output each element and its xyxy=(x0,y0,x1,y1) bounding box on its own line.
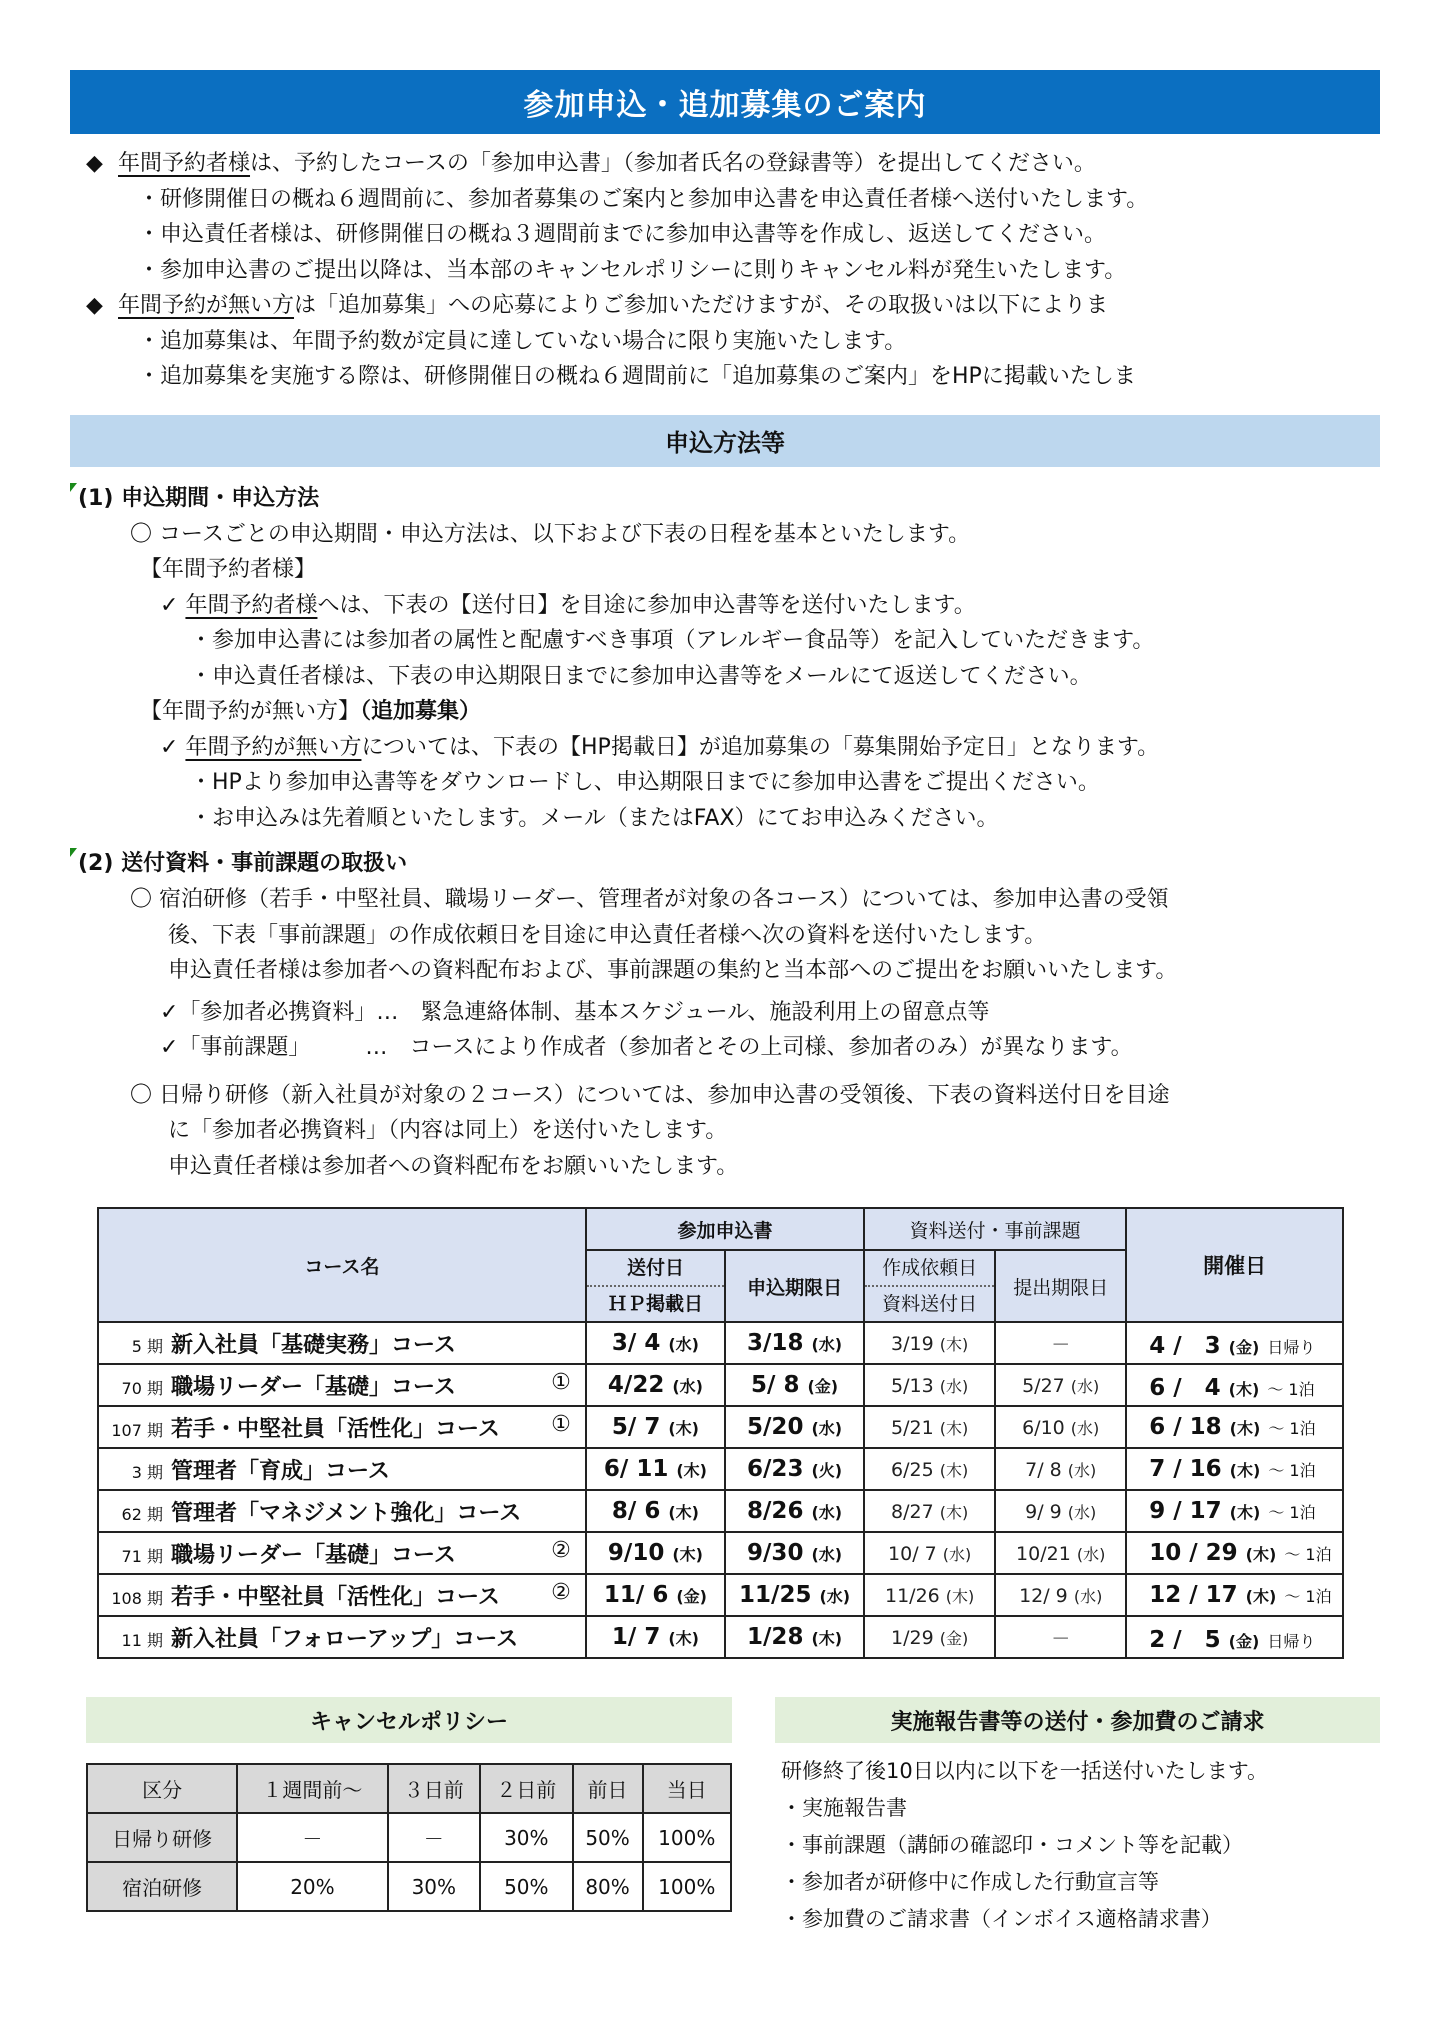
report-title: 実施報告書等の送付・参加費のご請求 xyxy=(775,1697,1380,1743)
schedule-row xyxy=(98,1490,1343,1532)
course-cell xyxy=(98,1406,586,1448)
event-type: ～ 1泊 xyxy=(1268,1503,1316,1522)
heading-materials xyxy=(70,846,1380,882)
deadline-date: 3/18 xyxy=(747,1330,804,1356)
header-deadline: 申込期限日 xyxy=(725,1250,864,1322)
para-line: 後、下表「事前課題」の作成依頼日を目途に申込責任者様へ次の資料を送付いたします。 xyxy=(168,922,1047,948)
deadline-cell xyxy=(725,1322,864,1364)
group-label-additional xyxy=(70,694,1380,730)
deadline-date: 5/ 8 xyxy=(751,1372,800,1398)
submit-deadline-cell xyxy=(995,1532,1126,1574)
schedule-row xyxy=(98,1406,1343,1448)
deadline-weekday: (水) xyxy=(811,1503,843,1522)
schedule-row xyxy=(98,1322,1343,1364)
section-title-method: 申込方法等 xyxy=(70,415,1380,467)
course-mark: ① xyxy=(551,1411,571,1437)
underlined-term: 年間予約者様 xyxy=(118,151,251,176)
event-date-cell xyxy=(1126,1448,1343,1490)
cancel-header-cell: 当日 xyxy=(643,1764,731,1813)
request-weekday: (木) xyxy=(939,1502,969,1522)
submit-deadline-cell xyxy=(995,1322,1126,1364)
diamond-bullet-icon: ◆ xyxy=(86,151,103,176)
submit-deadline-cell xyxy=(995,1364,1126,1406)
cancel-cell: 50% xyxy=(480,1862,572,1911)
cancel-row-overnight xyxy=(87,1862,731,1911)
course-cell xyxy=(98,1616,586,1658)
submit-deadline-cell xyxy=(995,1406,1126,1448)
event-date-cell xyxy=(1126,1406,1343,1448)
event-type: ～ 1泊 xyxy=(1267,1379,1315,1399)
report-item: ・事前課題（講師の確認印・コメント等を記載） xyxy=(781,1833,1243,1857)
event-weekday: (木) xyxy=(1228,1379,1260,1399)
submit-date: 10/21 xyxy=(1016,1542,1071,1565)
send-date: 6/ 11 xyxy=(603,1456,669,1482)
send-date-cell xyxy=(586,1532,725,1574)
event-type: 日帰り xyxy=(1267,1337,1316,1357)
intro-sub: ・追加募集は、年間予約数が定員に達していない場合に限り実施いたします。 xyxy=(138,328,907,354)
request-weekday: (木) xyxy=(939,1460,969,1480)
deadline-date: 8/26 xyxy=(747,1498,804,1524)
event-date: 4 / 3 xyxy=(1149,1332,1221,1359)
submit-date: 6/10 xyxy=(1022,1416,1065,1439)
event-weekday: (木) xyxy=(1229,1503,1261,1522)
cancel-cell: 30% xyxy=(388,1862,480,1911)
check-item xyxy=(70,588,1380,624)
deadline-date: 9/30 xyxy=(747,1540,804,1566)
request-date-cell xyxy=(864,1448,995,1490)
course-name: 新入社員「フォローアップ」コース xyxy=(171,1626,519,1652)
course-cell xyxy=(98,1574,586,1616)
para-line: 申込責任者様は参加者への資料配布をお願いいたします。 xyxy=(168,1153,739,1179)
cancel-header-cell: 区分 xyxy=(87,1764,237,1813)
send-weekday: (木) xyxy=(672,1545,703,1564)
request-date: 6/25 xyxy=(891,1458,934,1481)
event-type: 日帰り xyxy=(1267,1631,1316,1651)
cancel-header-cell: 前日 xyxy=(573,1764,643,1813)
send-date-cell xyxy=(586,1616,725,1658)
deadline-date: 6/23 xyxy=(747,1456,804,1482)
intro-sub: ・研修開催日の概ね６週間前に、参加者募集のご案内と参加申込書を申込責任者様へ送付いたします。 xyxy=(138,186,1149,212)
course-period: 3 期 xyxy=(131,1462,163,1482)
request-weekday: (水) xyxy=(942,1544,972,1564)
document-page xyxy=(70,70,1380,1184)
course-mark: ① xyxy=(551,1369,571,1395)
request-date-cell xyxy=(864,1406,995,1448)
submit-date: － xyxy=(1051,1333,1071,1356)
deadline-cell xyxy=(725,1532,864,1574)
group-label: 【年間予約が無い方】 xyxy=(140,699,361,724)
deadline-cell xyxy=(725,1406,864,1448)
para-line: に「参加者必携資料」（内容は同上）を送付いたします。 xyxy=(168,1118,728,1143)
cancel-cell: － xyxy=(388,1813,480,1862)
request-date: 5/21 xyxy=(891,1416,934,1439)
request-date-cell xyxy=(864,1490,995,1532)
event-weekday: (木) xyxy=(1229,1419,1261,1438)
event-date-cell xyxy=(1126,1490,1343,1532)
course-name: 新入社員「基礎実務」コース xyxy=(171,1332,456,1358)
send-date-cell xyxy=(586,1364,725,1406)
request-date: 5/13 xyxy=(891,1374,934,1397)
send-date: 11/ 6 xyxy=(603,1582,669,1608)
deadline-weekday: (木) xyxy=(811,1629,843,1648)
request-date: 10/ 7 xyxy=(888,1542,937,1565)
course-mark: ② xyxy=(551,1537,571,1563)
course-mark: ② xyxy=(551,1579,571,1605)
deadline-date: 11/25 xyxy=(739,1582,812,1608)
request-date: 3/19 xyxy=(891,1332,934,1355)
send-date-cell xyxy=(586,1406,725,1448)
course-cell xyxy=(98,1448,586,1490)
header-hp-date: ＨＰ掲載日 xyxy=(607,1293,703,1315)
send-date-cell xyxy=(586,1490,725,1532)
cancel-cell: － xyxy=(237,1813,387,1862)
event-date: 7 / 16 xyxy=(1149,1456,1222,1482)
send-weekday: (木) xyxy=(668,1503,699,1522)
header-send-date: 送付日 xyxy=(587,1251,724,1287)
intro-item-reserved xyxy=(70,146,1380,182)
submit-date: 5/27 xyxy=(1022,1374,1065,1397)
send-weekday: (金) xyxy=(676,1587,707,1606)
intro-sub: ・参加申込書のご提出以降は、当本部のキャンセルポリシーに則りキャンセル料が発生いたします。 xyxy=(138,257,1127,283)
course-name: 管理者「マネジメント強化」コース xyxy=(171,1500,522,1526)
request-date: 8/27 xyxy=(891,1500,934,1523)
cancel-cell: 100% xyxy=(643,1862,731,1911)
event-date-cell xyxy=(1126,1364,1343,1406)
cancel-row-label: 宿泊研修 xyxy=(87,1862,237,1911)
send-date-cell xyxy=(586,1322,725,1364)
request-weekday: (木) xyxy=(939,1334,969,1354)
schedule-row xyxy=(98,1364,1343,1406)
event-weekday: (金) xyxy=(1228,1337,1260,1357)
lead-text: 〇 コースごとの申込期間・申込方法は、以下および下表の日程を基本といたします。 xyxy=(130,521,971,547)
intro-text: は「追加募集」への応募によりご参加いただけますが、その取扱いは以下によりま xyxy=(294,293,1109,318)
event-weekday: (木) xyxy=(1245,1545,1277,1564)
deadline-weekday: (水) xyxy=(811,1419,843,1438)
cancel-cell: 80% xyxy=(573,1862,643,1911)
request-weekday: (木) xyxy=(939,1418,969,1438)
event-date: 2 / 5 xyxy=(1149,1626,1221,1653)
event-date-cell xyxy=(1126,1532,1343,1574)
course-name: 若手・中堅社員「活性化」コース xyxy=(171,1584,500,1610)
send-date: 9/10 xyxy=(607,1540,665,1566)
send-date: 4/22 xyxy=(607,1372,665,1398)
event-weekday: (金) xyxy=(1228,1631,1260,1651)
underlined-term: 年間予約が無い方 xyxy=(118,293,295,318)
course-name: 職場リーダー「基礎」コース xyxy=(171,1374,456,1400)
cancel-header-cell: １週間前～ xyxy=(237,1764,387,1813)
course-period: 11 期 xyxy=(121,1630,163,1650)
cancel-cell: 100% xyxy=(643,1813,731,1862)
report-item: ・参加費のご請求書（インボイス適格請求書） xyxy=(781,1907,1222,1931)
submit-date: － xyxy=(1051,1627,1071,1650)
schedule-row xyxy=(98,1616,1343,1658)
deadline-cell xyxy=(725,1616,864,1658)
sub-item: ・参加申込書には参加者の属性と配慮すべき事項（アレルギー食品等）を記入していただきます。 xyxy=(190,628,1155,653)
course-period: 5 期 xyxy=(131,1336,163,1356)
send-weekday: (木) xyxy=(668,1419,699,1438)
event-date: 9 / 17 xyxy=(1149,1498,1222,1524)
schedule-table xyxy=(97,1207,1344,1659)
event-date-cell xyxy=(1126,1574,1343,1616)
submit-weekday: (水) xyxy=(1070,1418,1100,1438)
header-request-material xyxy=(864,1250,995,1322)
deadline-weekday: (水) xyxy=(819,1587,851,1606)
request-date-cell xyxy=(864,1322,995,1364)
check-text: コースにより作成者（参加者とその上司様、参加者のみ）が異なります。 xyxy=(409,1035,1133,1060)
course-cell xyxy=(98,1322,586,1364)
course-period: 70 期 xyxy=(121,1378,163,1398)
underlined-term: 年間予約が無い方 xyxy=(185,734,362,760)
heading-period-method xyxy=(70,481,1380,517)
send-date-cell xyxy=(586,1574,725,1616)
header-application: 参加申込書 xyxy=(586,1208,864,1250)
submit-weekday: (水) xyxy=(1067,1460,1097,1480)
intro-text: は、予約したコースの「参加申込書」（参加者氏名の登録書等）を提出してください。 xyxy=(250,151,1096,176)
report-section xyxy=(775,1697,1380,1938)
submit-weekday: (水) xyxy=(1070,1376,1100,1396)
intro-sub: ・申込責任者様は、研修開催日の概ね３週間前までに参加申込書等を作成し、返送してください。 xyxy=(138,222,1107,247)
deadline-weekday: (火) xyxy=(811,1461,843,1480)
para-line: 〇 宿泊研修（若手・中堅社員、職場リーダー、管理者が対象の各コース）については、参加申込書の受領 xyxy=(130,887,1169,912)
send-weekday: (木) xyxy=(676,1461,707,1480)
cancel-header-cell: ２日前 xyxy=(480,1764,572,1813)
send-date: 5/ 7 xyxy=(611,1414,661,1440)
send-weekday: (水) xyxy=(668,1335,699,1354)
check-item xyxy=(70,730,1380,766)
cancel-row-label: 日帰り研修 xyxy=(87,1813,237,1862)
cancel-cell: 50% xyxy=(573,1813,643,1862)
heading-text: (1) 申込期間・申込方法 xyxy=(78,485,320,511)
event-weekday: (木) xyxy=(1245,1587,1277,1606)
event-date: 6 / 4 xyxy=(1149,1374,1221,1401)
event-date: 10 / 29 xyxy=(1149,1540,1238,1566)
cancel-policy-title: キャンセルポリシー xyxy=(86,1697,732,1743)
cancel-header-cell: ３日前 xyxy=(388,1764,480,1813)
submit-weekday: (水) xyxy=(1073,1586,1103,1606)
check-icon: ✓ xyxy=(160,592,186,618)
report-item: ・実施報告書 xyxy=(781,1796,907,1820)
event-date: 12 / 17 xyxy=(1149,1582,1238,1608)
header-course: コース名 xyxy=(98,1208,586,1322)
course-cell xyxy=(98,1532,586,1574)
submit-weekday: (水) xyxy=(1067,1502,1097,1522)
submit-date: 12/ 9 xyxy=(1019,1584,1068,1607)
deadline-weekday: (水) xyxy=(811,1335,843,1354)
send-weekday: (水) xyxy=(672,1377,703,1396)
deadline-cell xyxy=(725,1574,864,1616)
sub-item: ・お申込みは先着順といたします。メール（またはFAX）にてお申込みください。 xyxy=(190,805,999,831)
course-period: 107 期 xyxy=(111,1420,163,1440)
cancel-policy-section xyxy=(86,1697,732,1912)
event-type: ～ 1泊 xyxy=(1284,1587,1332,1606)
send-date: 3/ 4 xyxy=(611,1330,661,1356)
deadline-date: 1/28 xyxy=(747,1624,804,1650)
check-text: へは、下表の【送付日】を目途に参加申込書等を送付いたします。 xyxy=(317,592,976,618)
course-cell xyxy=(98,1490,586,1532)
intro-sub: ・追加募集を実施する際は、研修開催日の概ね６週間前に「追加募集のご案内」をHPに掲載いたしま xyxy=(138,364,1136,389)
deadline-date: 5/20 xyxy=(747,1414,804,1440)
cancel-header-row xyxy=(87,1764,731,1813)
course-cell xyxy=(98,1364,586,1406)
underlined-term: 年間予約者様 xyxy=(185,592,318,618)
request-date-cell xyxy=(864,1616,995,1658)
header-material-date: 資料送付日 xyxy=(882,1293,978,1315)
check-label: ✓「事前課題」 … xyxy=(160,1035,388,1060)
event-date: 6 / 18 xyxy=(1149,1414,1222,1440)
intro-section xyxy=(70,146,1380,395)
send-date-cell xyxy=(586,1448,725,1490)
request-date-cell xyxy=(864,1574,995,1616)
event-type: ～ 1泊 xyxy=(1268,1419,1316,1438)
submit-deadline-cell xyxy=(995,1490,1126,1532)
cancel-cell: 30% xyxy=(480,1813,572,1862)
event-date-cell xyxy=(1126,1322,1343,1364)
header-submit-deadline: 提出期限日 xyxy=(995,1250,1126,1322)
header-event-date: 開催日 xyxy=(1126,1208,1343,1322)
header-request-date: 作成依頼日 xyxy=(865,1251,994,1287)
page-title: 参加申込・追加募集のご案内 xyxy=(70,70,1380,134)
sub-item: ・HPより参加申込書等をダウンロードし、申込期限日までに参加申込書をご提出ください。 xyxy=(190,770,1100,795)
schedule-row xyxy=(98,1448,1343,1490)
report-item: ・参加者が研修中に作成した行動宣言等 xyxy=(781,1870,1159,1894)
header-send-hp xyxy=(586,1250,725,1322)
group-label-reserved: 【年間予約者様】 xyxy=(140,557,317,582)
request-date-cell xyxy=(864,1364,995,1406)
diamond-bullet-icon: ◆ xyxy=(86,293,103,318)
corner-marker-icon xyxy=(70,483,77,492)
cancel-row-daytrip xyxy=(87,1813,731,1862)
course-period: 108 期 xyxy=(111,1588,163,1608)
submit-deadline-cell xyxy=(995,1448,1126,1490)
submit-deadline-cell xyxy=(995,1616,1126,1658)
request-date: 1/29 xyxy=(891,1626,934,1649)
send-date: 1/ 7 xyxy=(611,1624,661,1650)
send-date: 8/ 6 xyxy=(611,1498,661,1524)
submit-weekday: (水) xyxy=(1076,1544,1106,1564)
para-line: 申込責任者様は参加者への資料配布および、事前課題の集約と当本部へのご提出をお願いいたします。 xyxy=(168,958,1178,983)
course-period: 62 期 xyxy=(121,1504,163,1524)
header-task: 資料送付・事前課題 xyxy=(864,1208,1126,1250)
event-type: ～ 1泊 xyxy=(1268,1461,1316,1480)
course-name: 職場リーダー「基礎」コース xyxy=(171,1542,456,1568)
request-date-cell xyxy=(864,1532,995,1574)
send-weekday: (木) xyxy=(668,1629,699,1648)
course-name: 若手・中堅社員「活性化」コース xyxy=(171,1416,500,1442)
intro-item-nonreserved xyxy=(70,288,1380,324)
request-date: 11/26 xyxy=(884,1584,940,1607)
course-period: 71 期 xyxy=(121,1546,163,1566)
heading-text: (2) 送付資料・事前課題の取扱い xyxy=(78,851,408,876)
event-type: ～ 1泊 xyxy=(1284,1545,1332,1564)
schedule-row xyxy=(98,1532,1343,1574)
check-label: ✓「参加者必携資料」… xyxy=(160,999,399,1025)
check-item xyxy=(70,1030,1380,1066)
submit-deadline-cell xyxy=(995,1574,1126,1616)
submit-date: 9/ 9 xyxy=(1025,1500,1062,1523)
request-weekday: (木) xyxy=(945,1586,975,1606)
report-lead: 研修終了後10日以内に以下を一括送付いたします。 xyxy=(781,1759,1269,1783)
request-weekday: (金) xyxy=(939,1628,969,1648)
cancel-cell: 20% xyxy=(237,1862,387,1911)
check-icon: ✓ xyxy=(160,734,186,760)
course-name: 管理者「育成」コース xyxy=(171,1458,390,1484)
sub-item: ・申込責任者様は、下表の申込期限日までに参加申込書等をメールにて返送してください。 xyxy=(190,663,1092,689)
deadline-cell xyxy=(725,1364,864,1406)
deadline-weekday: (水) xyxy=(811,1545,843,1564)
submit-date: 7/ 8 xyxy=(1025,1458,1062,1481)
para-line: 〇 日帰り研修（新入社員が対象の２コース）については、参加申込書の受領後、下表の資料送付日を目途 xyxy=(130,1082,1170,1108)
check-text: については、下表の【HP掲載日】が追加募集の「募集開始予定日」となります。 xyxy=(361,734,1160,760)
group-label-bold: （追加募集） xyxy=(360,699,482,724)
check-item xyxy=(70,995,1380,1031)
event-date-cell xyxy=(1126,1616,1343,1658)
deadline-cell xyxy=(725,1448,864,1490)
deadline-weekday: (金) xyxy=(807,1377,839,1396)
check-text: 緊急連絡体制、基本スケジュール、施設利用上の留意点等 xyxy=(420,999,990,1025)
event-weekday: (木) xyxy=(1229,1461,1261,1480)
schedule-row xyxy=(98,1574,1343,1616)
cancel-policy-table xyxy=(86,1763,732,1912)
request-weekday: (水) xyxy=(939,1376,969,1396)
deadline-cell xyxy=(725,1490,864,1532)
report-body xyxy=(775,1753,1380,1938)
corner-marker-icon xyxy=(70,848,77,857)
